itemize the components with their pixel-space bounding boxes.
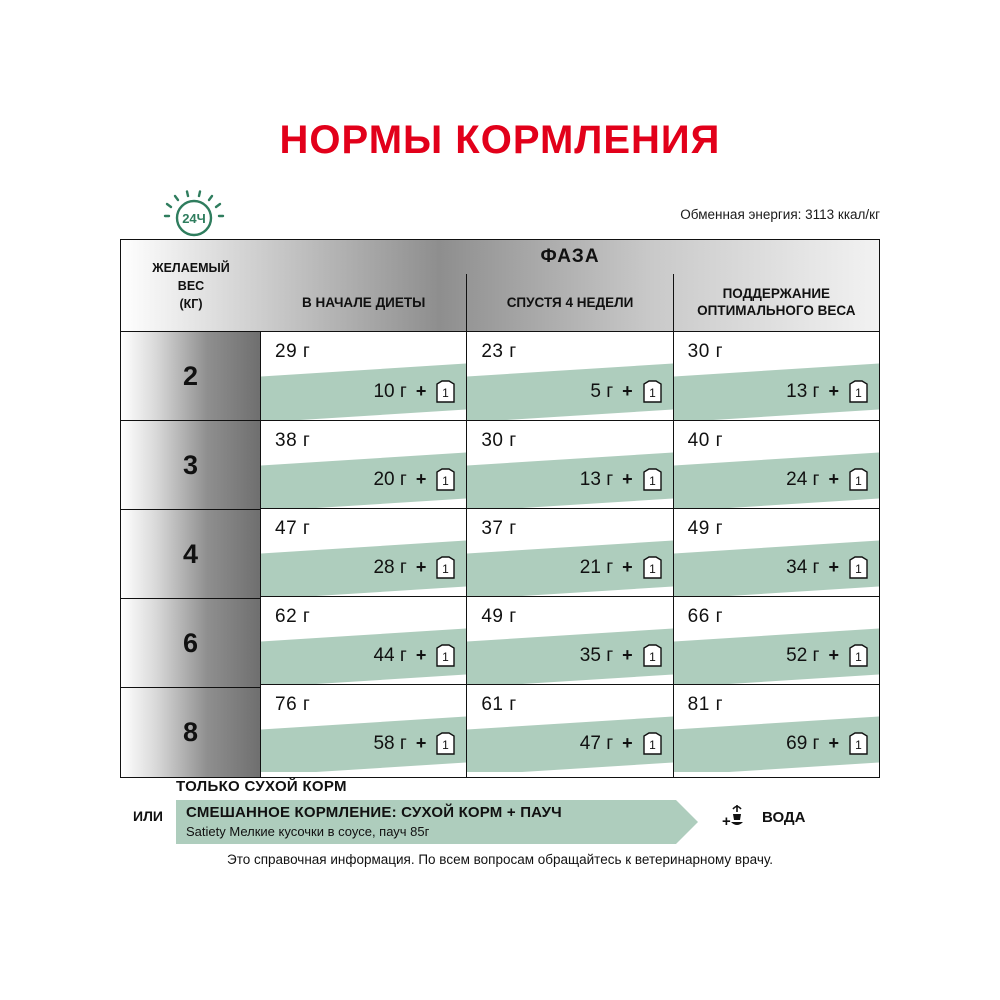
dry-amount: 81 г — [687, 694, 723, 715]
svg-text:1: 1 — [442, 474, 450, 488]
svg-text:1: 1 — [648, 474, 656, 488]
mixed-amount-group — [786, 379, 869, 404]
plus-sign: + — [828, 557, 839, 577]
table-row — [467, 420, 672, 508]
table-row — [467, 596, 672, 684]
mixed-amount: 44 г — [373, 644, 407, 666]
table-row — [261, 508, 466, 596]
mixed-amount-group — [590, 379, 662, 404]
pouch-icon — [435, 731, 456, 756]
pouch-icon — [848, 643, 869, 668]
plus-sign: + — [828, 645, 839, 665]
svg-text:24Ч: 24Ч — [182, 211, 206, 226]
header-desired-weight-line1: ЖЕЛАЕМЫЙ — [152, 260, 230, 275]
pouch-icon — [848, 379, 869, 404]
table-row — [261, 420, 466, 508]
feeding-table — [120, 239, 880, 778]
header-column-maintenance: ПОДДЕРЖАНИЕ ОПТИМАЛЬНОГО ВЕСА — [697, 286, 856, 318]
column-start-of-diet — [261, 332, 466, 777]
table-row — [674, 420, 879, 508]
dry-amount: 49 г — [687, 518, 723, 539]
mixed-amount: 69 г — [786, 732, 820, 754]
table-row — [674, 684, 879, 772]
table-row — [261, 596, 466, 684]
svg-text:1: 1 — [855, 474, 862, 488]
dry-amount: 29 г — [275, 341, 311, 362]
plus-sign: + — [622, 733, 633, 753]
weight-column — [121, 332, 261, 777]
mixed-amount-group — [786, 467, 869, 492]
plus-sign: + — [828, 733, 839, 753]
svg-text:1: 1 — [855, 738, 862, 752]
mixed-amount: 24 г — [786, 468, 820, 490]
footnote: Это справочная информация. По всем вопросам обращайтесь к ветеринарному врачу. — [226, 852, 774, 867]
plus-sign: + — [622, 645, 633, 665]
dry-amount: 37 г — [481, 518, 517, 539]
legend-mixed-subtitle: Satiety Мелкие кусочки в соусе, пауч 85г — [186, 824, 430, 839]
plus-sign: + — [415, 733, 427, 753]
mixed-amount: 34 г — [786, 556, 820, 578]
mixed-amount-group — [786, 731, 869, 756]
mixed-amount-group — [580, 555, 663, 580]
plus-sign: + — [622, 469, 633, 489]
plus-sign: + — [828, 469, 839, 489]
water-bowl-icon — [720, 802, 754, 832]
header-desired-weight-line3: (КГ) — [179, 297, 203, 312]
header-desired-weight-line2: ВЕС — [177, 278, 205, 293]
table-row — [261, 332, 466, 420]
weight-cell: 6 — [121, 598, 260, 687]
mixed-amount: 5 г — [590, 380, 614, 402]
legend-or: ИЛИ — [133, 808, 163, 824]
dry-amount: 30 г — [481, 430, 517, 451]
legend-water — [720, 802, 805, 832]
svg-text:+: + — [722, 813, 731, 830]
header-phase: ФАЗА — [540, 246, 600, 267]
mixed-amount: 10 г — [373, 380, 407, 402]
pouch-icon — [642, 467, 663, 492]
table-row — [467, 684, 672, 772]
mixed-amount: 13 г — [579, 468, 614, 490]
mixed-amount-group — [580, 643, 663, 668]
24h-badge-icon — [159, 190, 231, 238]
dry-amount: 62 г — [275, 606, 311, 627]
mixed-amount: 47 г — [579, 732, 614, 754]
metabolisable-energy-note: Обменная энергия: 3113 ккал/кг — [680, 207, 880, 222]
weight-cell: 3 — [121, 420, 260, 509]
weight-cell: 4 — [121, 509, 260, 598]
svg-text:1: 1 — [855, 562, 862, 576]
legend — [120, 778, 880, 852]
svg-text:1: 1 — [648, 738, 656, 752]
svg-text:1: 1 — [648, 650, 656, 664]
svg-text:1: 1 — [442, 386, 450, 400]
mixed-amount-group — [580, 731, 663, 756]
pouch-icon — [642, 379, 663, 404]
mixed-amount-group — [580, 467, 663, 492]
mixed-amount-group — [786, 643, 869, 668]
mixed-amount-group — [373, 555, 456, 580]
pouch-icon — [642, 731, 663, 756]
dry-amount: 61 г — [481, 694, 517, 715]
dry-amount: 40 г — [687, 430, 723, 451]
header-column-4weeks: СПУСТЯ 4 НЕДЕЛИ — [466, 274, 673, 332]
mixed-amount: 52 г — [786, 644, 820, 666]
svg-text:1: 1 — [442, 650, 450, 664]
header-column-start: В НАЧАЛЕ ДИЕТЫ — [301, 294, 426, 310]
mixed-amount-group — [373, 731, 456, 756]
plus-sign: + — [828, 381, 839, 401]
mixed-amount: 21 г — [579, 556, 614, 578]
mixed-amount: 20 г — [373, 468, 407, 490]
svg-text:1: 1 — [442, 738, 450, 752]
mixed-amount-group — [373, 643, 456, 668]
dry-amount: 47 г — [275, 518, 311, 539]
table-row — [674, 596, 879, 684]
plus-sign: + — [622, 381, 633, 401]
dry-amount: 38 г — [275, 430, 311, 451]
svg-text:1: 1 — [648, 386, 656, 400]
mixed-amount-group — [786, 555, 869, 580]
pouch-icon — [848, 467, 869, 492]
dry-amount: 49 г — [481, 606, 517, 627]
column-after-4-weeks — [466, 332, 673, 777]
table-row — [674, 332, 879, 420]
plus-sign: + — [415, 381, 427, 401]
mixed-amount-group — [373, 379, 456, 404]
data-columns — [261, 332, 879, 777]
pouch-icon — [435, 467, 456, 492]
plus-sign: + — [415, 645, 427, 665]
pouch-icon — [435, 643, 456, 668]
pouch-icon — [848, 731, 869, 756]
mixed-amount: 28 г — [373, 556, 407, 578]
mixed-amount-group — [373, 467, 456, 492]
dry-amount: 23 г — [481, 341, 517, 362]
svg-text:1: 1 — [855, 650, 862, 664]
pouch-icon — [642, 643, 663, 668]
svg-text:1: 1 — [648, 562, 656, 576]
page-title: НОРМЫ КОРМЛЕНИЯ — [279, 118, 721, 162]
plus-sign: + — [415, 469, 427, 489]
weight-cell: 2 — [182, 360, 199, 391]
pouch-icon — [435, 379, 456, 404]
svg-text:1: 1 — [442, 562, 450, 576]
legend-mixed-title: СМЕШАННОЕ КОРМЛЕНИЕ: СУХОЙ КОРМ + ПАУЧ — [186, 804, 562, 821]
legend-mixed-band — [176, 800, 676, 844]
header-desired-weight — [121, 240, 261, 332]
table-header — [121, 240, 879, 332]
table-row — [674, 508, 879, 596]
legend-water-label: ВОДА — [762, 808, 806, 826]
table-row — [261, 684, 466, 772]
table-row — [467, 508, 672, 596]
column-weight-maintenance — [674, 332, 879, 777]
pouch-icon — [642, 555, 663, 580]
mixed-amount: 58 г — [373, 732, 407, 754]
header-phase-columns — [261, 274, 879, 332]
mixed-amount: 35 г — [579, 644, 614, 666]
dry-amount: 66 г — [687, 606, 723, 627]
mixed-amount: 13 г — [786, 380, 820, 402]
dry-amount: 76 г — [275, 694, 311, 715]
pouch-icon — [435, 555, 456, 580]
svg-text:1: 1 — [855, 386, 862, 400]
dry-amount: 30 г — [687, 341, 723, 362]
pouch-icon — [848, 555, 869, 580]
legend-dry-only: ТОЛЬКО СУХОЙ КОРМ — [176, 778, 347, 795]
plus-sign: + — [415, 557, 427, 577]
table-row — [467, 332, 672, 420]
weight-cell: 8 — [121, 687, 260, 776]
plus-sign: + — [622, 557, 633, 577]
